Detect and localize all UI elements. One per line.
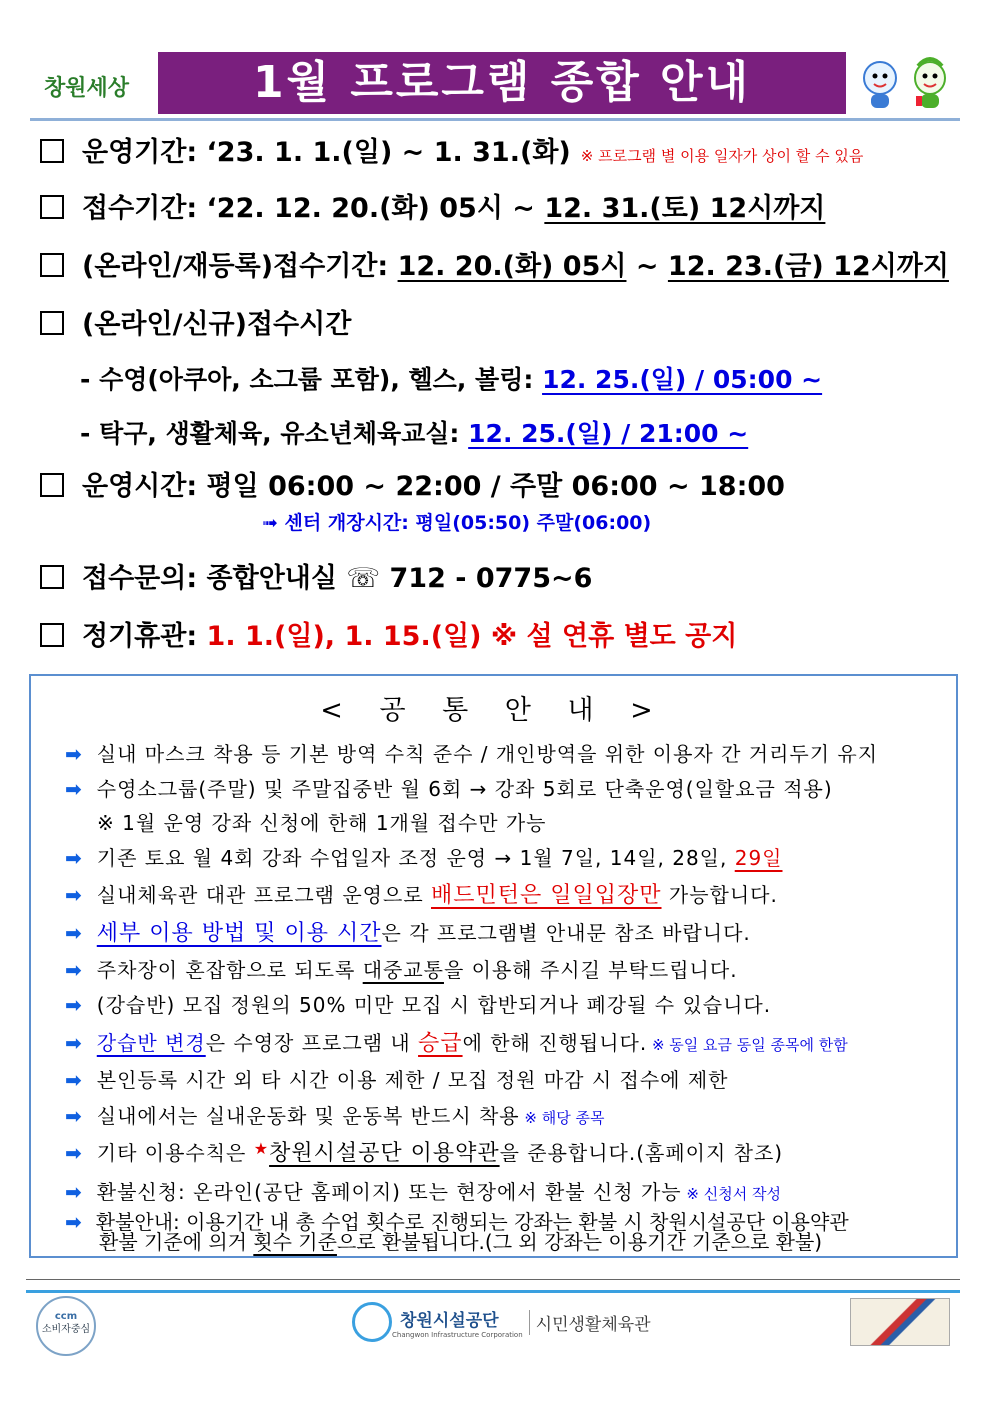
list-item: ➡ 강습반 변경은 수영장 프로그램 내 승급에 한해 진행됩니다. ※ 동일 요금 동일 종목에 한함 xyxy=(65,1031,848,1056)
checkbox-icon xyxy=(40,195,64,219)
star-icon: ★ xyxy=(253,1139,270,1158)
closed-note: ※ 설 연휴 별도 공지 xyxy=(490,621,738,652)
list-item: ➡ (강습반) 모집 정원의 50% 미만 모집 시 합반되거나 폐강될 수 있습니다. xyxy=(65,993,772,1017)
reception-end: 12. 31.(토) 12시까지 xyxy=(544,193,826,224)
checkbox-icon xyxy=(40,623,64,647)
arrow-icon: ➡ xyxy=(65,777,83,801)
page-title: 1월 프로그램 종합 안내 xyxy=(158,52,846,114)
item-hours: 운영시간: 평일 06:00 ~ 22:00 / 주말 06:00 ~ 18:00 xyxy=(40,464,785,503)
checkbox-icon xyxy=(40,565,64,589)
mascot-blue-icon xyxy=(864,62,896,108)
re-reg-start: 12. 20.(화) 05시 xyxy=(397,251,627,282)
header-divider xyxy=(30,118,960,121)
list-item: ➡ 기존 토요 월 4회 강좌 수업일자 조정 운영 → 1월 7일, 14일, 28일, 29일 xyxy=(65,846,783,870)
footer-divider-blue xyxy=(26,1290,960,1293)
list-item: ➡ 본인등록 시간 외 타 시간 이용 제한 / 모집 정원 마감 시 접수에 제한 xyxy=(65,1068,729,1092)
common-info-title: < 공 통 안 내 > xyxy=(320,695,667,726)
item-re-registration: (온라인/재등록)접수기간: 12. 20.(화) 05시 ~ 12. 23.(금) 12시까지 xyxy=(40,244,949,283)
checkbox-icon xyxy=(40,253,64,277)
list-item: ➡ 실내체육관 대관 프로그램 운영으로 배드민턴은 일일입장만 가능합니다. xyxy=(65,883,778,908)
mascot-green-icon xyxy=(915,59,945,108)
arrow-icon: ➡ xyxy=(65,993,83,1017)
list-item: ➡ 실내에서는 실내운동화 및 운동복 반드시 착용 ※ 해당 종목 xyxy=(65,1104,605,1128)
period-note: ※ 프로그램 별 이용 일자가 상이 할 수 있음 xyxy=(580,147,864,165)
arrow-icon: ➡ xyxy=(65,1180,83,1204)
sub-tabletennis: - 탁구, 생활체육, 유소년체육교실: 12. 25.(일) / 21:00 ~ xyxy=(80,419,749,448)
arrow-icon: ➡ xyxy=(65,846,83,870)
footer-divider xyxy=(26,1279,960,1280)
re-reg-end: 12. 23.(금) 12시까지 xyxy=(667,251,949,282)
arrow-icon: ➡ xyxy=(65,1031,83,1055)
sub-swim-time: 12. 25.(일) / 05:00 ~ xyxy=(542,365,823,394)
sub-tabletennis-time: 12. 25.(일) / 21:00 ~ xyxy=(468,419,749,448)
corp-name: 창원시설공단 xyxy=(400,1310,499,1331)
corporation-logo xyxy=(352,1302,651,1342)
corp-sub-name: 시민생활체육관 xyxy=(529,1310,651,1335)
list-item: ➡ 환불신청: 온라인(공단 홈페이지) 또는 현장에서 환불 신청 가능 ※ 신청서 작성 xyxy=(65,1180,781,1204)
arrow-icon: ➡ xyxy=(65,742,83,766)
checkbox-icon xyxy=(40,473,64,497)
list-item: ➡ 기타 이용수칙은 ★창원시설공단 이용약관을 준용합니다.(홈페이지 참조) xyxy=(65,1139,784,1166)
list-item-note: ※ 1월 운영 강좌 신청에 한해 1개월 접수만 가능 xyxy=(97,811,547,835)
checkbox-icon xyxy=(40,139,64,163)
arrow-icon: ➡ xyxy=(65,1068,83,1092)
list-item: ➡ 수영소그룹(주말) 및 주말집중반 월 6회 → 강좌 5회로 단축운영(일할요금 적용) xyxy=(65,777,833,801)
arrow-icon: ➡ xyxy=(65,883,83,907)
period-value: ‘23. 1. 1.(일) ~ 1. 31.(화) xyxy=(206,137,571,168)
list-item: ➡ 환불안내: 이용기간 내 총 수업 횟수로 진행되는 강좌는 환불 시 창원시설공단 이용약관 환불 기준에 의거 횟수 기준으로 환불됩니다.(그 외 강좌는 이용기간 기준으로 환불) xyxy=(65,1210,849,1254)
common-info-box xyxy=(29,674,958,1258)
list-item: ➡ 세부 이용 방법 및 이용 시간은 각 프로그램별 안내문 참조 바랍니다. xyxy=(65,921,751,946)
corp-en-name: Changwon Infrastructure Corporation xyxy=(392,1330,523,1339)
item-reception: 접수기간: ‘22. 12. 20.(화) 05시 ~ 12. 31.(토) 12시까지 xyxy=(40,186,825,225)
item-inquiry: 접수문의: 종합안내실 ☏ 712 - 0775~6 xyxy=(40,556,592,595)
certification-mark xyxy=(850,1298,950,1346)
item-closed: 정기휴관: 1. 1.(일), 1. 15.(일) ※ 설 연휴 별도 공지 xyxy=(40,614,737,653)
checkbox-icon xyxy=(40,311,64,335)
corp-emblem-icon xyxy=(352,1302,392,1342)
arrow-icon: ➡ xyxy=(65,921,83,945)
logo-changwon xyxy=(44,58,156,114)
arrow-icon: ➡ xyxy=(65,958,83,982)
logo-text: 창원세상 xyxy=(44,74,130,101)
closed-dates: 1. 1.(일), 1. 15.(일) xyxy=(206,621,482,652)
mascot-icons xyxy=(856,56,956,112)
item-new-registration: (온라인/신규)접수시간 xyxy=(40,302,351,341)
arrow-icon: ➡ xyxy=(65,1104,83,1128)
list-item: ➡ 주차장이 혼잡함으로 되도록 대중교통을 이용해 주시길 부탁드립니다. xyxy=(65,958,738,982)
ccm-badge: ccm 소비자중심 xyxy=(36,1296,96,1356)
item-period: 운영기간: ‘23. 1. 1.(일) ~ 1. 31.(화) ※ 프로그램 별 이용 일자가 상이 할 수 있음 xyxy=(40,130,863,169)
arrow-icon: ➡ xyxy=(65,1141,83,1165)
sub-swim-health: - 수영(아쿠아, 소그룹 포함), 헬스, 볼링: 12. 25.(일) / 05:00 ~ xyxy=(80,365,823,394)
list-item: ➡ 실내 마스크 착용 등 기본 방역 수칙 준수 / 개인방역을 위한 이용자 간 거리두기 유지 xyxy=(65,742,879,766)
arrow-icon: ➡ xyxy=(65,1210,82,1234)
center-open-note: ➟ 센터 개장시간: 평일(05:50) 주말(06:00) xyxy=(262,512,652,534)
